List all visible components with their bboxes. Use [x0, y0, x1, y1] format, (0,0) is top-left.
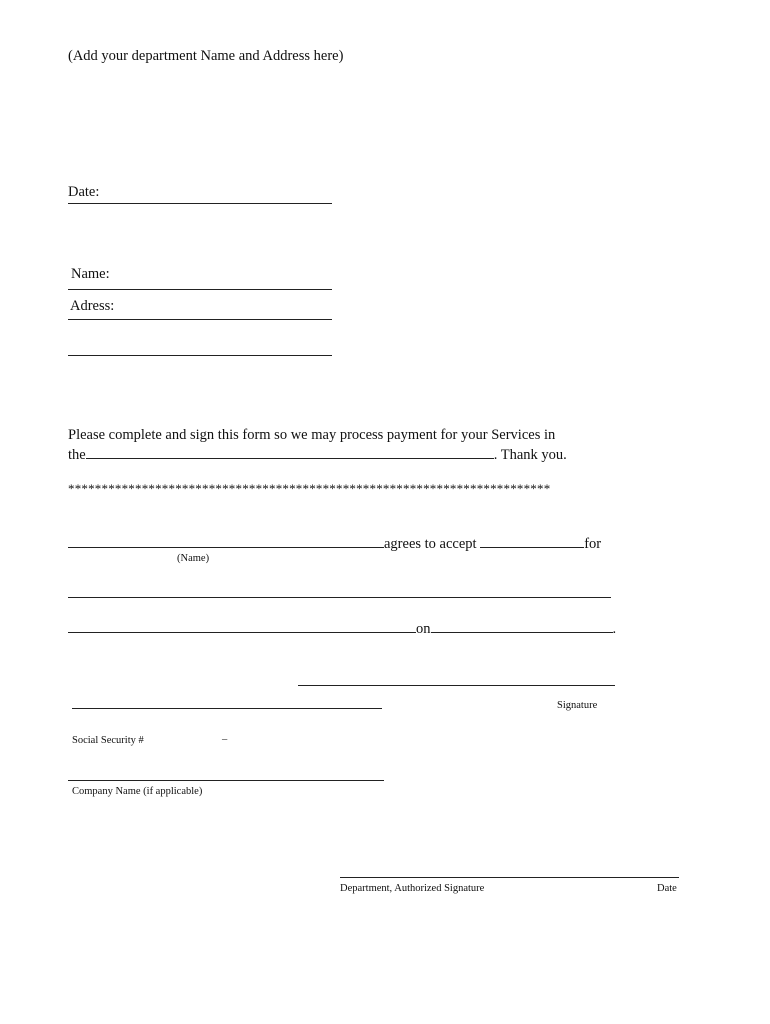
service-date-line	[68, 619, 616, 638]
intro-line-2-suffix: . Thank you.	[493, 447, 567, 463]
intro-line-2-prefix: the	[68, 447, 86, 463]
asterisk-separator: ************************************************************************	[68, 481, 551, 496]
name-caption: (Name)	[177, 553, 210, 564]
for-text: for	[584, 536, 602, 552]
department-signature-caption: Department, Authorized Signature	[340, 883, 485, 894]
amount-blank[interactable]	[480, 534, 584, 548]
department-signature-line[interactable]	[340, 877, 679, 878]
agreement-name-blank[interactable]	[68, 534, 384, 548]
date-label: Date:	[68, 184, 100, 200]
address-line-1[interactable]	[68, 319, 332, 320]
name-line[interactable]	[68, 289, 332, 290]
agreement-line	[68, 534, 601, 553]
services-period-blank[interactable]	[86, 445, 494, 459]
service-detail-blank[interactable]	[68, 619, 416, 633]
service-date-blank[interactable]	[431, 619, 613, 633]
address-line-2[interactable]	[68, 355, 332, 356]
address-label: Adress:	[70, 298, 115, 314]
date-line[interactable]	[68, 203, 332, 204]
period-text: .	[612, 621, 617, 637]
intro-line-1: Please complete and sign this form so we may process payment for your Services in	[68, 427, 556, 443]
company-name-caption: Company Name (if applicable)	[72, 786, 203, 797]
company-name-line[interactable]	[68, 780, 384, 781]
printed-name-line[interactable]	[72, 708, 382, 709]
payee-signature-line[interactable]	[298, 685, 615, 686]
on-text: on	[416, 621, 431, 637]
agrees-text: agrees to accept	[384, 536, 477, 552]
intro-line-2	[68, 445, 567, 464]
ssn-dash: –	[222, 734, 228, 745]
ssn-label: Social Security #	[72, 735, 144, 746]
department-date-caption: Date	[657, 883, 677, 894]
signature-caption: Signature	[557, 700, 598, 711]
department-name-address-placeholder: (Add your department Name and Address here)	[68, 48, 344, 64]
name-label: Name:	[71, 266, 110, 282]
service-description-line[interactable]	[68, 597, 611, 598]
